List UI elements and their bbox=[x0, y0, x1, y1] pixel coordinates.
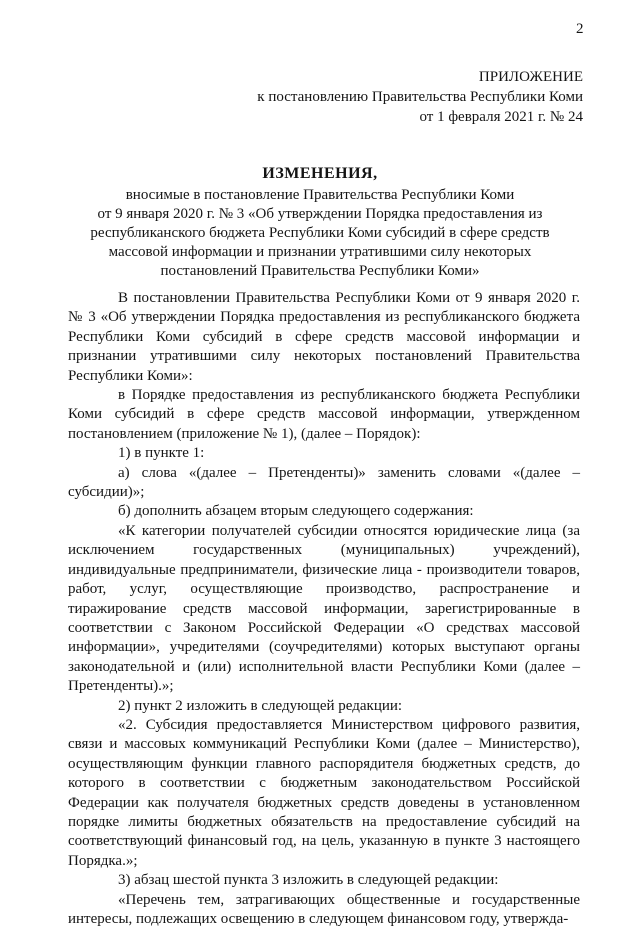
appendix-label: ПРИЛОЖЕНИЕ bbox=[478, 69, 583, 85]
title-line: от 9 января 2020 г. № 3 «Об утверждении Порядка предоставления из bbox=[97, 206, 543, 222]
body-paragraph: а) слова «(далее – Претенденты)» заменить словами «(далее – субсидии)»; bbox=[68, 464, 580, 501]
body-paragraph: «К категории получателей субсидии относятся юридические лица (за исключением государственных (муниципальных) учреждений), индивидуальные предприниматели, физические лица - производители товаров, работ, услуг, осуществляющие производство, распространение и тиражирование средств массовой информации, зарегистрированные в соответствии с Законом Российской Федерации «О средствах массовой информации», учредителями (соучредителями) которых выступают органы законодательной и (или) исполнительной власти Республики Коми (далее – Претенденты).»; bbox=[68, 522, 580, 695]
body-paragraph: 3) абзац шестой пункта 3 изложить в следующей редакции: bbox=[118, 872, 499, 889]
title-subtitle bbox=[62, 186, 578, 281]
title-line: вносимые в постановление Правительства Республики Коми bbox=[125, 187, 515, 203]
body-paragraph: «2. Субсидия предоставляется Министерством цифрового развития, связи и массовых коммуникаций Республики Коми (далее – Министерство), осуществляющим функции главного распорядителя бюджетных средств, до которого в соответствии с бюджетным законодательством Российской Федерации как получателя бюджетных средств доведены в установленном порядке лимиты бюджетных обязательств на предоставление субсидий на соответствующий финансовый год, на цель, указанную в пункте 3 настоящего Порядка.»; bbox=[68, 716, 580, 869]
appendix-date: от 1 февраля 2021 г. № 24 bbox=[419, 109, 583, 125]
appendix-resolution-ref: к постановлению Правительства Республики Коми bbox=[257, 89, 583, 105]
title-line: массовой информации и признании утратившими силу некоторых bbox=[108, 244, 532, 260]
body-paragraph: В постановлении Правительства Республики Коми от 9 января 2020 г. № 3 «Об утверждении Порядка предоставления из республиканского бюджета Республики Коми субсидий в сфере средств массовой информации и признании утратившими силу некоторых постановлений Правительства Республики Коми»: bbox=[68, 290, 580, 384]
title-line: республиканского бюджета Республики Коми субсидий в сфере средств bbox=[90, 225, 550, 241]
body-paragraph: в Порядке предоставления из республиканского бюджета Республики Коми субсидий в сфере средств массовой информации, утвержденном постановлением (приложение № 1), (далее – Порядок): bbox=[68, 387, 580, 442]
body-paragraph: «Перечень тем, затрагивающих общественные и государственные интересы, подлежащих освещению в следующем финансовом году, утвержда- bbox=[68, 891, 580, 927]
appendix-header bbox=[257, 67, 583, 127]
page-number: 2 bbox=[576, 21, 584, 37]
title-heading: ИЗМЕНЕНИЯ, bbox=[262, 165, 378, 182]
title-line: постановлений Правительства Республики Коми» bbox=[160, 263, 480, 279]
body-paragraph: 1) в пункте 1: bbox=[118, 445, 205, 462]
document-body bbox=[68, 289, 580, 929]
document-title bbox=[62, 164, 578, 281]
body-paragraph: 2) пункт 2 изложить в следующей редакции: bbox=[118, 697, 403, 714]
body-paragraph: б) дополнить абзацем вторым следующего содержания: bbox=[118, 503, 474, 520]
